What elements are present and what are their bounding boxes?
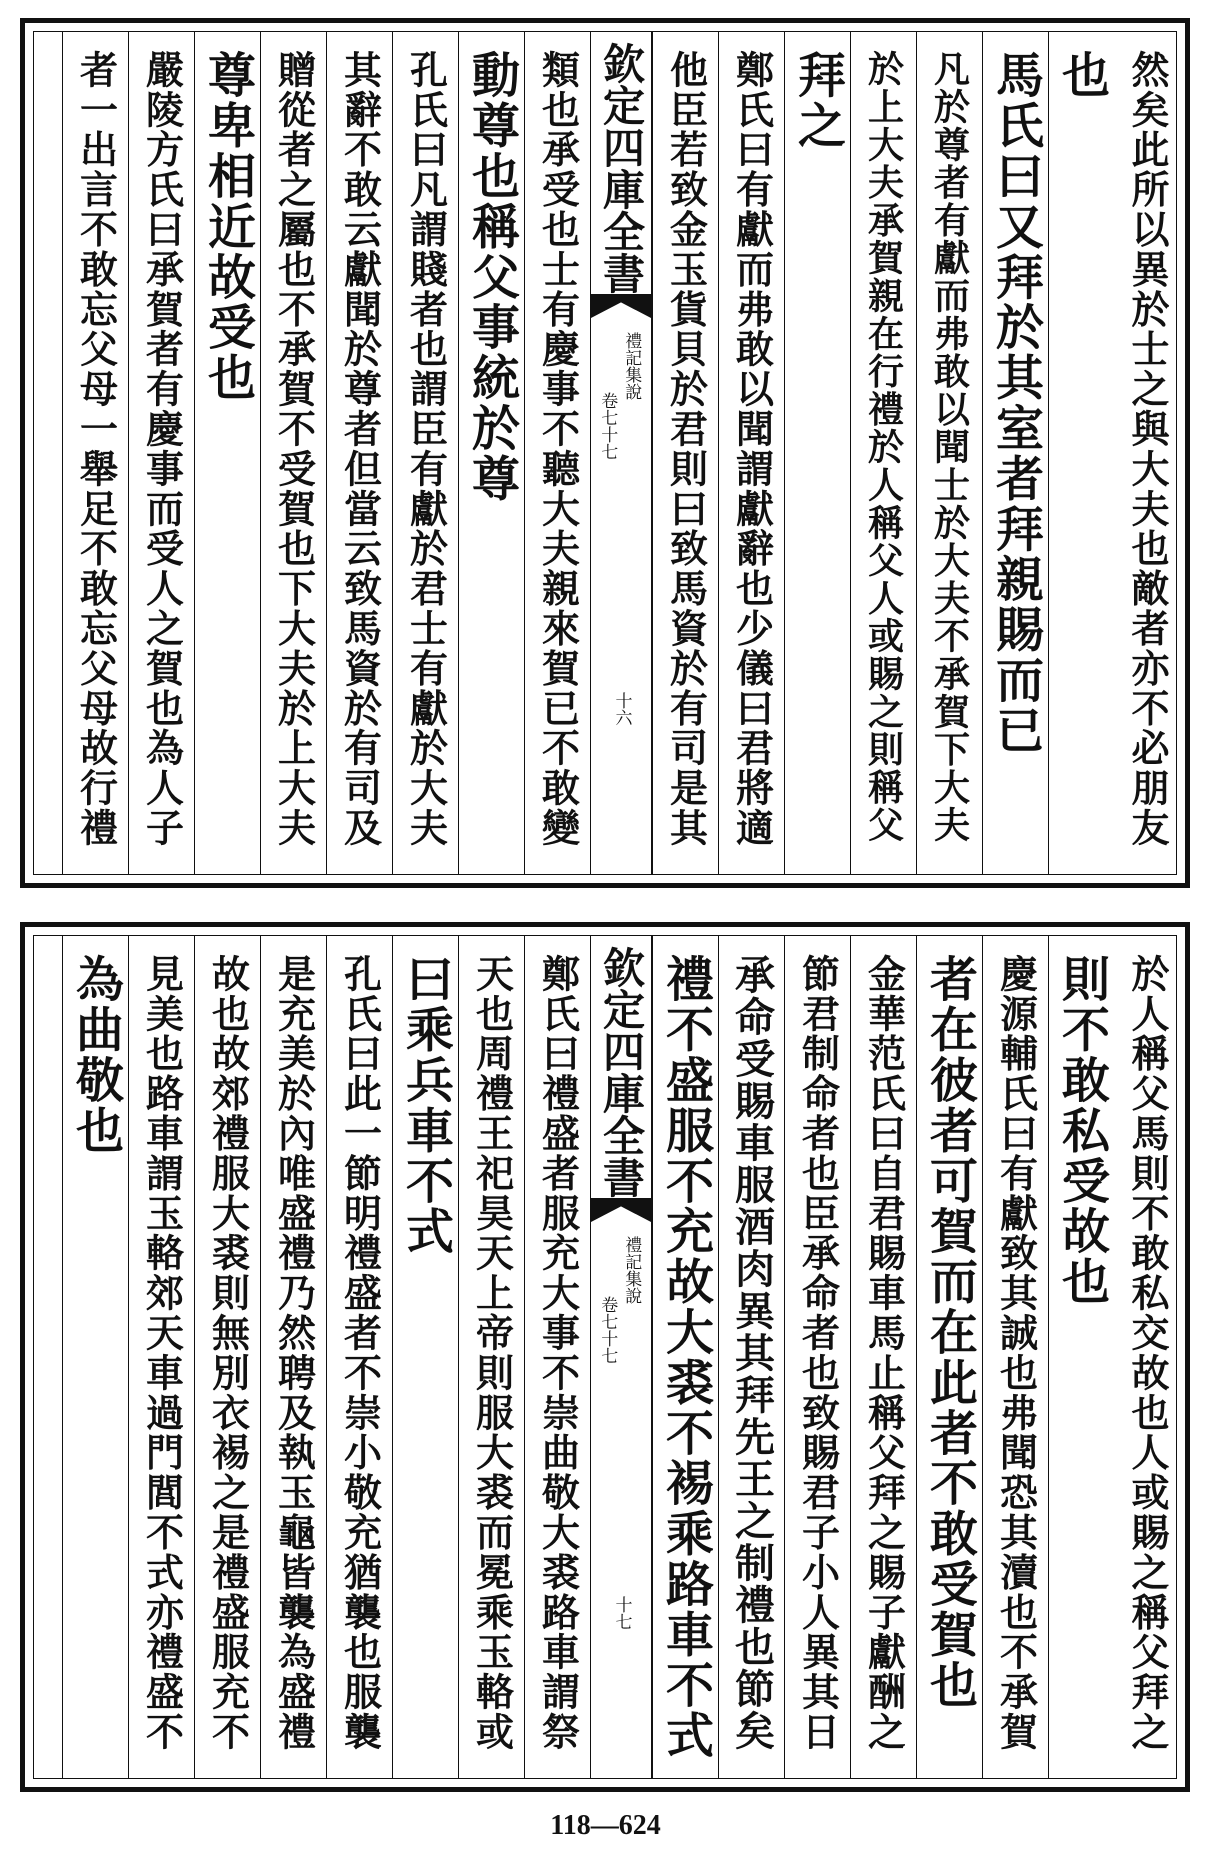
text-column: 承命受賜車服酒肉異其拜先王之制禮也節矣 bbox=[718, 936, 784, 1778]
book-title: 禮記集說 bbox=[621, 332, 642, 400]
volume-label: 卷七十七 bbox=[597, 392, 618, 460]
text-column: 是充美於內唯盛禮乃然聘及執玉龜皆襲為盛禮 bbox=[260, 936, 326, 1778]
collection-title: 欽定四庫全書 bbox=[597, 42, 646, 294]
text-column: 慶源輔氏曰有獻致其誠也弗聞恐其瀆也不承賀 bbox=[982, 936, 1048, 1778]
text-column: 嚴陵方氏曰承賀者有慶事而受人之賀也為人子 bbox=[128, 32, 194, 874]
text-column: 然矣此所以異於士之與大夫也敵者亦不必朋友 bbox=[1125, 50, 1170, 848]
text-column: 鄭氏曰有獻而弗敢以聞謂獻辭也少儀曰君將適 bbox=[718, 32, 784, 874]
text-column: 者一出言不敢忘父母一舉足不敢忘父母故行禮 bbox=[62, 32, 128, 874]
bottom-page-frame bbox=[33, 935, 1177, 1779]
text-column: 其辭不敢云獻聞於尊者但當云致馬資於有司及 bbox=[326, 32, 392, 874]
text-column: 故也故郊禮服大裘則無別衣裼之是禮盛服充不 bbox=[194, 936, 260, 1778]
leaf-number: 十七 bbox=[611, 1596, 632, 1630]
top-page-frame bbox=[33, 31, 1177, 875]
text-column: 天也周禮王祀昊天上帝則服大裘而冕乘玉輅或 bbox=[458, 936, 524, 1778]
volume-label: 卷七十七 bbox=[597, 1296, 618, 1364]
top-page bbox=[20, 18, 1190, 888]
text-column: 他臣若致金玉貨貝於君則曰致馬資於有司是其 bbox=[652, 32, 718, 874]
text-column: 則不敢私受故也 bbox=[1048, 936, 1114, 1778]
center-gutter bbox=[590, 32, 652, 874]
text-column: 馬氏曰又拜於其室者拜親賜而已 bbox=[982, 32, 1048, 874]
leaf-number: 十六 bbox=[611, 692, 632, 726]
text-column: 贈從者之屬也不承賀不受賀也下大夫於上大夫 bbox=[260, 32, 326, 874]
fish-tail-mark bbox=[591, 1198, 651, 1222]
text-column: 凡於尊者有獻而弗敢以聞士於大夫不承賀下大夫 bbox=[916, 32, 982, 874]
text-column: 於上大夫承賀親在行禮於人稱父人或賜之則稱父 bbox=[850, 32, 916, 874]
text-column: 見美也路車謂玉輅郊天車過門閭不式亦禮盛不 bbox=[128, 936, 194, 1778]
text-column: 於人稱父馬則不敢私交故也人或賜之稱父拜之 bbox=[1125, 954, 1170, 1752]
text-column: 孔氏曰此一節明禮盛者不崇小敬充猶襲也服襲 bbox=[326, 936, 392, 1778]
text-column: 尊卑相近故受也 bbox=[194, 32, 260, 874]
footer-page-number: 118—624 bbox=[550, 1810, 661, 1841]
fish-tail-mark bbox=[591, 294, 651, 318]
book-title: 禮記集說 bbox=[621, 1236, 642, 1304]
text-column: 也 bbox=[1048, 32, 1114, 874]
text-column: 節君制命者也臣承命者也致賜君子小人異其日 bbox=[784, 936, 850, 1778]
text-column: 動尊也稱父事統於尊 bbox=[458, 32, 524, 874]
text-column: 鄭氏曰禮盛者服充大事不崇曲敬大裘路車謂祭 bbox=[524, 936, 590, 1778]
collection-title: 欽定四庫全書 bbox=[597, 946, 646, 1198]
text-column: 為曲敬也 bbox=[62, 936, 128, 1778]
bottom-page bbox=[20, 922, 1190, 1792]
text-column: 金華范氏曰自君賜車馬止稱父拜之賜子獻酬之 bbox=[850, 936, 916, 1778]
text-column: 者在彼者可賀而在此者不敢受賀也 bbox=[916, 936, 982, 1778]
text-column: 禮不盛服不充故大裘不裼乘路車不式 bbox=[652, 936, 718, 1778]
center-gutter bbox=[590, 936, 652, 1778]
text-column: 曰乘兵車不式 bbox=[392, 936, 458, 1778]
text-column: 拜之 bbox=[784, 32, 850, 874]
text-column: 類也承受也士有慶事不聽大夫親來賀已不敢變 bbox=[524, 32, 590, 874]
text-column: 孔氏曰凡謂賤者也謂臣有獻於君士有獻於大夫 bbox=[392, 32, 458, 874]
